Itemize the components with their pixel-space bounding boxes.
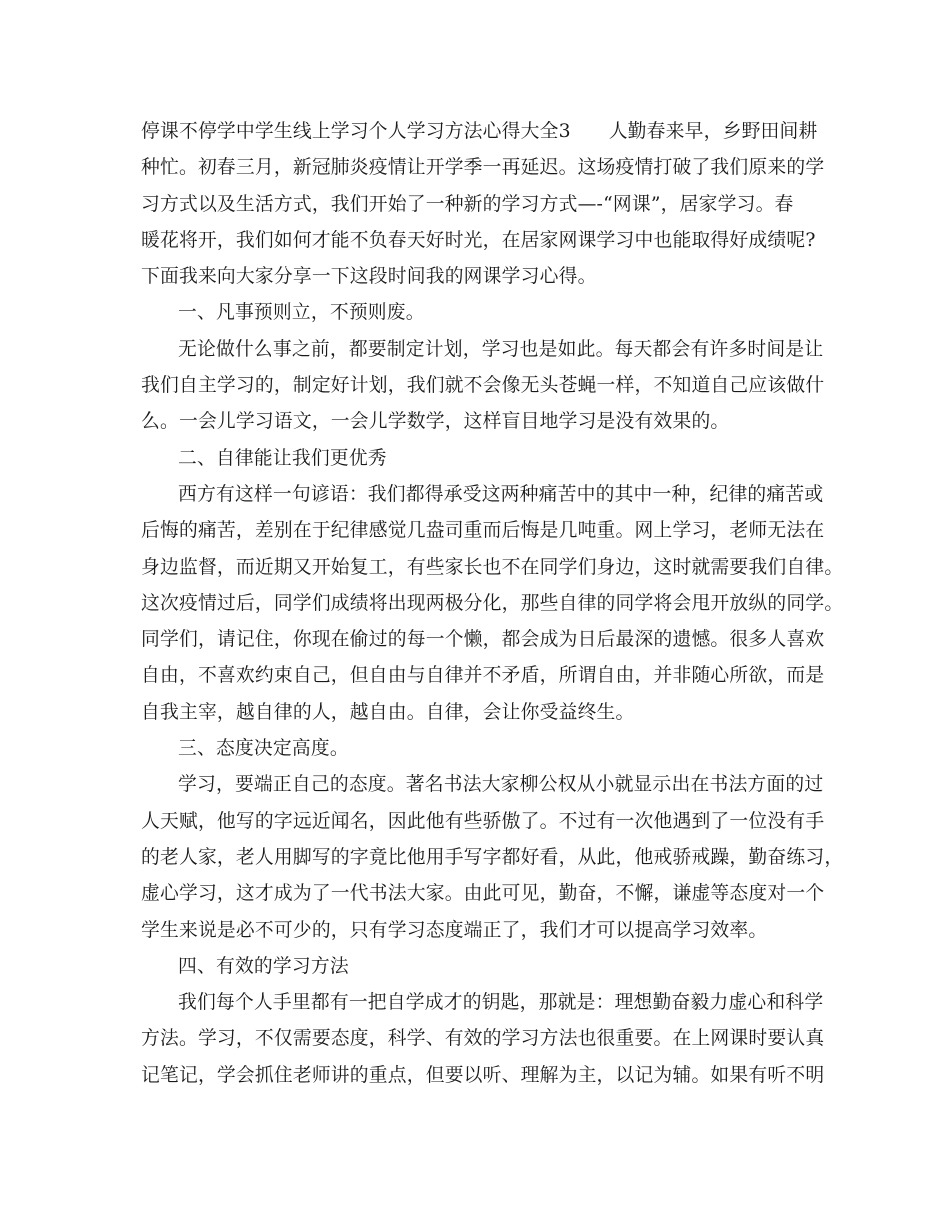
text-line: 同学们，请记住，你现在偷过的每一个懒，都会成为日后最深的遗憾。很多人喜欢 (141, 629, 825, 651)
text-line: 学生来说是必不可少的，只有学习态度端正了，我们才可以提高学习效率。 (141, 919, 768, 941)
text-line: 下面我来向大家分享一下这段时间我的网课学习心得。 (141, 266, 597, 288)
text-line: 西方有这样一句谚语：我们都得承受这两种痛苦中的其中一种，纪律的痛苦或 (178, 483, 824, 505)
text-line: 的老人家，老人用脚写的字竟比他用手写字都好看，从此，他戒骄戒躁，勤奋练习， (141, 846, 844, 868)
text-line: 方法。学习，不仅需要态度，科学、有效的学习方法也很重要。在上网课时要认真 (141, 1028, 825, 1050)
text-line: 虚心学习，这才成为了一代书法大家。由此可见，勤奋，不懈，谦虚等态度对一个 (141, 883, 825, 905)
text-line: 习方式以及生活方式，我们开始了一种新的学习方式—-“网课”，居家学习。春 (141, 193, 794, 215)
document-body (141, 114, 844, 1094)
text-line: 暖花将开，我们如何才能不负春天好时光，在居家网课学习中也能取得好成绩呢? (141, 229, 816, 251)
text-line: 一、凡事预则立，不预则废。 (178, 302, 425, 324)
text-line: 种忙。初春三月，新冠肺炎疫情让开学季一再延迟。这场疫情打破了我们原来的学 (141, 157, 825, 179)
text-line: 我们每个人手里都有一把自学成才的钥匙，那就是：理想勤奋毅力虚心和科学 (178, 992, 824, 1014)
text-line: 无论做什么事之前，都要制定计划，学习也是如此。每天都会有许多时间是让 (178, 338, 824, 360)
text-line: 我们自主学习的，制定好计划，我们就不会像无头苍蝇一样，不知道自己应该做什 (141, 375, 825, 397)
text-line: 停课不停学中学生线上学习个人学习方法心得大全3 人勤春来早，乡野田间耕 (141, 121, 818, 142)
text-line: 记笔记，学会抓住老师讲的重点，但要以听、理解为主，以记为辅。如果有听不明 (141, 1064, 825, 1086)
text-line: 学习，要端正自己的态度。著名书法大家柳公权从小就显示出在书法方面的过 (178, 774, 824, 796)
text-line: 三、态度决定高度。 (178, 738, 349, 760)
text-line: 这次疫情过后，同学们成绩将出现两极分化，那些自律的同学将会甩开放纵的同学。 (141, 592, 844, 614)
text-line: 自我主宰，越自律的人，越自由。自律，会让你受益终生。 (141, 701, 635, 723)
text-line: 二、自律能让我们更优秀 (178, 447, 387, 469)
text-line: 身边监督，而近期又开始复工，有些家长也不在同学们身边，这时就需要我们自律。 (141, 556, 844, 578)
text-line: 么。一会儿学习语文，一会儿学数学，这样盲目地学习是没有效果的。 (141, 411, 730, 433)
text-line: 自由，不喜欢约束自己，但自由与自律并不矛盾，所谓自由，并非随心所欲，而是 (141, 665, 825, 687)
text-line: 四、有效的学习方法 (178, 955, 349, 977)
text-line: 后悔的痛苦，差别在于纪律感觉几盎司重而后悔是几吨重。网上学习，老师无法在 (141, 520, 825, 542)
text-line: 人天赋，他写的字远近闻名，因此他有些骄傲了。不过有一次他遇到了一位没有手 (141, 810, 825, 832)
